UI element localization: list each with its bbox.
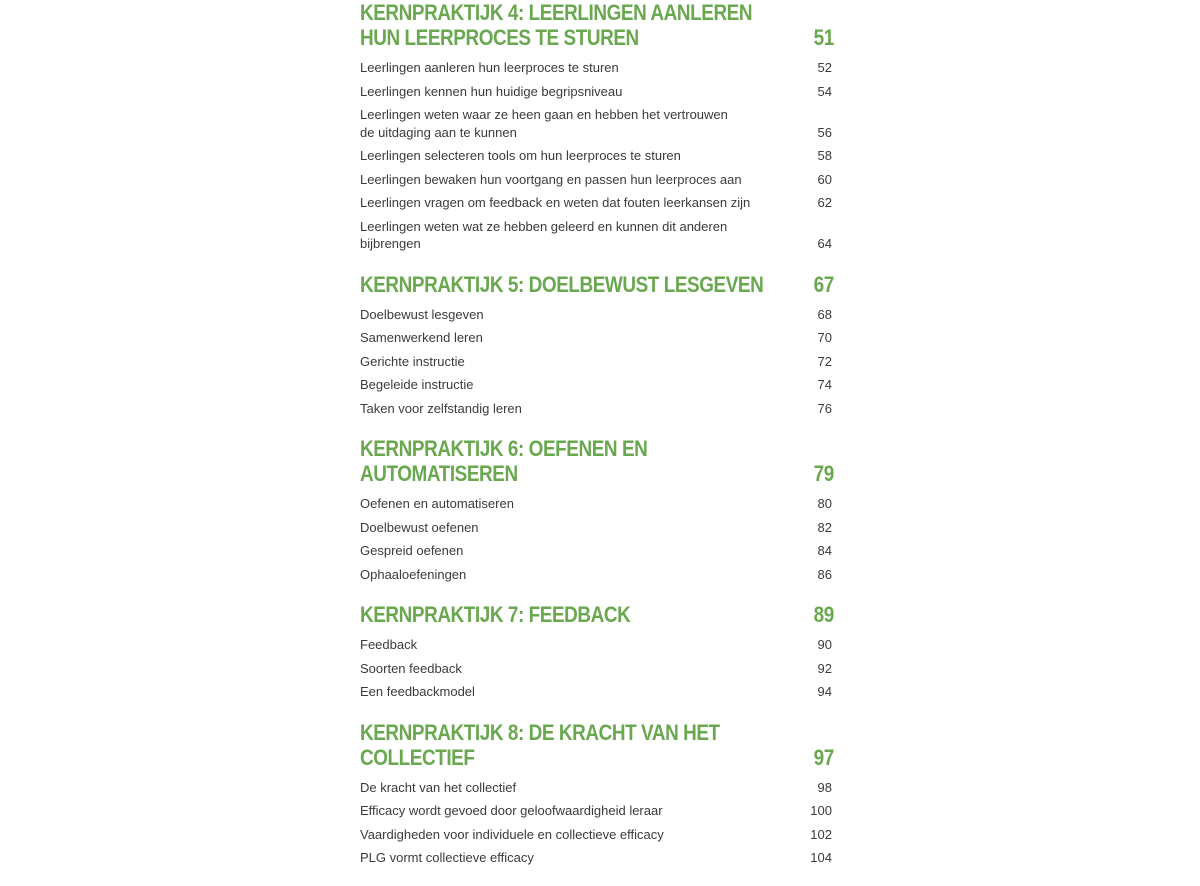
entry-title: Een feedbackmodel [360, 684, 475, 699]
toc-entry [360, 373, 834, 397]
entry-title: Leerlingen bewaken hun voortgang en passen hun leerproces aan [360, 171, 742, 187]
entry-title: Gespreid oefenen [360, 543, 464, 558]
section-heading [360, 720, 834, 770]
toc-entry [360, 799, 834, 823]
toc-section [360, 602, 834, 704]
toc-entry [360, 846, 834, 870]
entry-title: Leerlingen weten waar ze heen gaan en hebben het vertrouwen de uitdaging aan te kunnen [360, 107, 728, 140]
entry-page-number: 102 [810, 826, 832, 842]
toc-entry [360, 776, 834, 800]
entry-title: Vaardigheden voor individuele en collectieve efficacy [360, 826, 664, 842]
toc-entry [360, 539, 834, 563]
entry-page-number: 104 [810, 850, 832, 865]
entry-page-number: 92 [817, 660, 832, 676]
section-page-number: 51 [813, 25, 834, 50]
entry-title: Taken voor zelfstandig leren [360, 400, 522, 416]
entry-page-number: 90 [817, 637, 832, 652]
toc-entry [360, 303, 834, 327]
entry-title: Begeleide instructie [360, 377, 474, 392]
section-title: KERNPRAKTIJK 5: DOELBEWUST LESGEVEN [360, 271, 764, 297]
entry-title: Leerlingen vragen om feedback en weten dat fouten leerkansen zijn [360, 195, 751, 210]
entry-page-number: 64 [817, 236, 832, 251]
entry-page-number: 58 [817, 148, 832, 163]
entry-title: Feedback [360, 637, 418, 652]
entry-title: Doelbewust oefenen [360, 519, 479, 535]
entry-title: Leerlingen kennen hun huidige begripsniveau [360, 83, 623, 99]
entry-page-number: 56 [817, 124, 832, 140]
entry-page-number: 74 [817, 377, 832, 392]
entry-page-number: 94 [817, 684, 832, 699]
entry-title: Efficacy wordt gevoed door geloofwaardigheid leraar [360, 803, 663, 818]
section-heading [360, 272, 834, 297]
section-title: KERNPRAKTIJK 8: DE KRACHT VAN HET COLLECTIEF [360, 719, 720, 770]
section-page-number: 97 [813, 744, 834, 770]
entry-page-number: 54 [817, 83, 832, 99]
entry-page-number: 84 [817, 543, 832, 558]
section-title: KERNPRAKTIJK 6: OEFENEN EN AUTOMATISEREN [360, 436, 648, 486]
toc-entry [360, 516, 834, 540]
toc-entry [360, 397, 834, 421]
toc-section [360, 272, 834, 421]
section-title: KERNPRAKTIJK 4: LEERLINGEN AANLEREN HUN LEERPROCES TE STUREN [360, 0, 753, 50]
entry-title: Leerlingen weten wat ze hebben geleerd en kunnen dit anderen bijbrengen [360, 218, 728, 251]
section-heading [360, 0, 834, 50]
toc-entry [360, 823, 834, 847]
entry-title: Gerichte instructie [360, 353, 465, 369]
entry-page-number: 70 [817, 330, 832, 345]
section-page-number: 67 [813, 271, 834, 297]
entry-page-number: 76 [817, 400, 832, 416]
section-title: KERNPRAKTIJK 7: FEEDBACK [360, 602, 631, 627]
entry-page-number: 62 [817, 195, 832, 210]
toc-entry [360, 80, 834, 104]
toc-section [360, 720, 834, 870]
entry-title: De kracht van het collectief [360, 779, 517, 795]
toc-entry [360, 492, 834, 516]
entry-page-number: 86 [817, 566, 832, 582]
entry-title: Doelbewust lesgeven [360, 306, 484, 322]
toc-section [360, 436, 834, 586]
entry-page-number: 82 [817, 519, 832, 535]
section-page-number: 89 [813, 602, 834, 627]
entry-title: PLG vormt collectieve efficacy [360, 850, 534, 865]
entry-page-number: 72 [817, 353, 832, 369]
table-of-contents [360, 0, 834, 886]
toc-entry [360, 657, 834, 681]
toc-entry [360, 633, 834, 657]
entry-title: Leerlingen aanleren hun leerproces te sturen [360, 60, 619, 75]
entry-page-number: 52 [817, 60, 832, 75]
entry-page-number: 68 [817, 306, 832, 322]
toc-entry [360, 56, 834, 80]
toc-entry [360, 191, 834, 215]
toc-entry [360, 103, 834, 144]
entry-title: Ophaaloefeningen [360, 566, 467, 582]
entry-page-number: 100 [810, 803, 832, 818]
toc-entry [360, 680, 834, 704]
toc-entry [360, 350, 834, 374]
entry-page-number: 60 [817, 171, 832, 187]
entry-page-number: 80 [817, 496, 832, 511]
entry-title: Samenwerkend leren [360, 330, 483, 345]
toc-entry [360, 215, 834, 256]
entry-page-number: 98 [817, 779, 832, 795]
toc-section [360, 0, 834, 256]
toc-entry [360, 563, 834, 587]
entry-title: Soorten feedback [360, 660, 462, 676]
section-heading [360, 602, 834, 627]
entry-title: Leerlingen selecteren tools om hun leerproces te sturen [360, 148, 681, 163]
section-heading [360, 436, 834, 486]
section-page-number: 79 [813, 461, 834, 486]
toc-entry [360, 326, 834, 350]
toc-entry [360, 168, 834, 192]
toc-entry [360, 144, 834, 168]
entry-title: Oefenen en automatiseren [360, 496, 514, 511]
